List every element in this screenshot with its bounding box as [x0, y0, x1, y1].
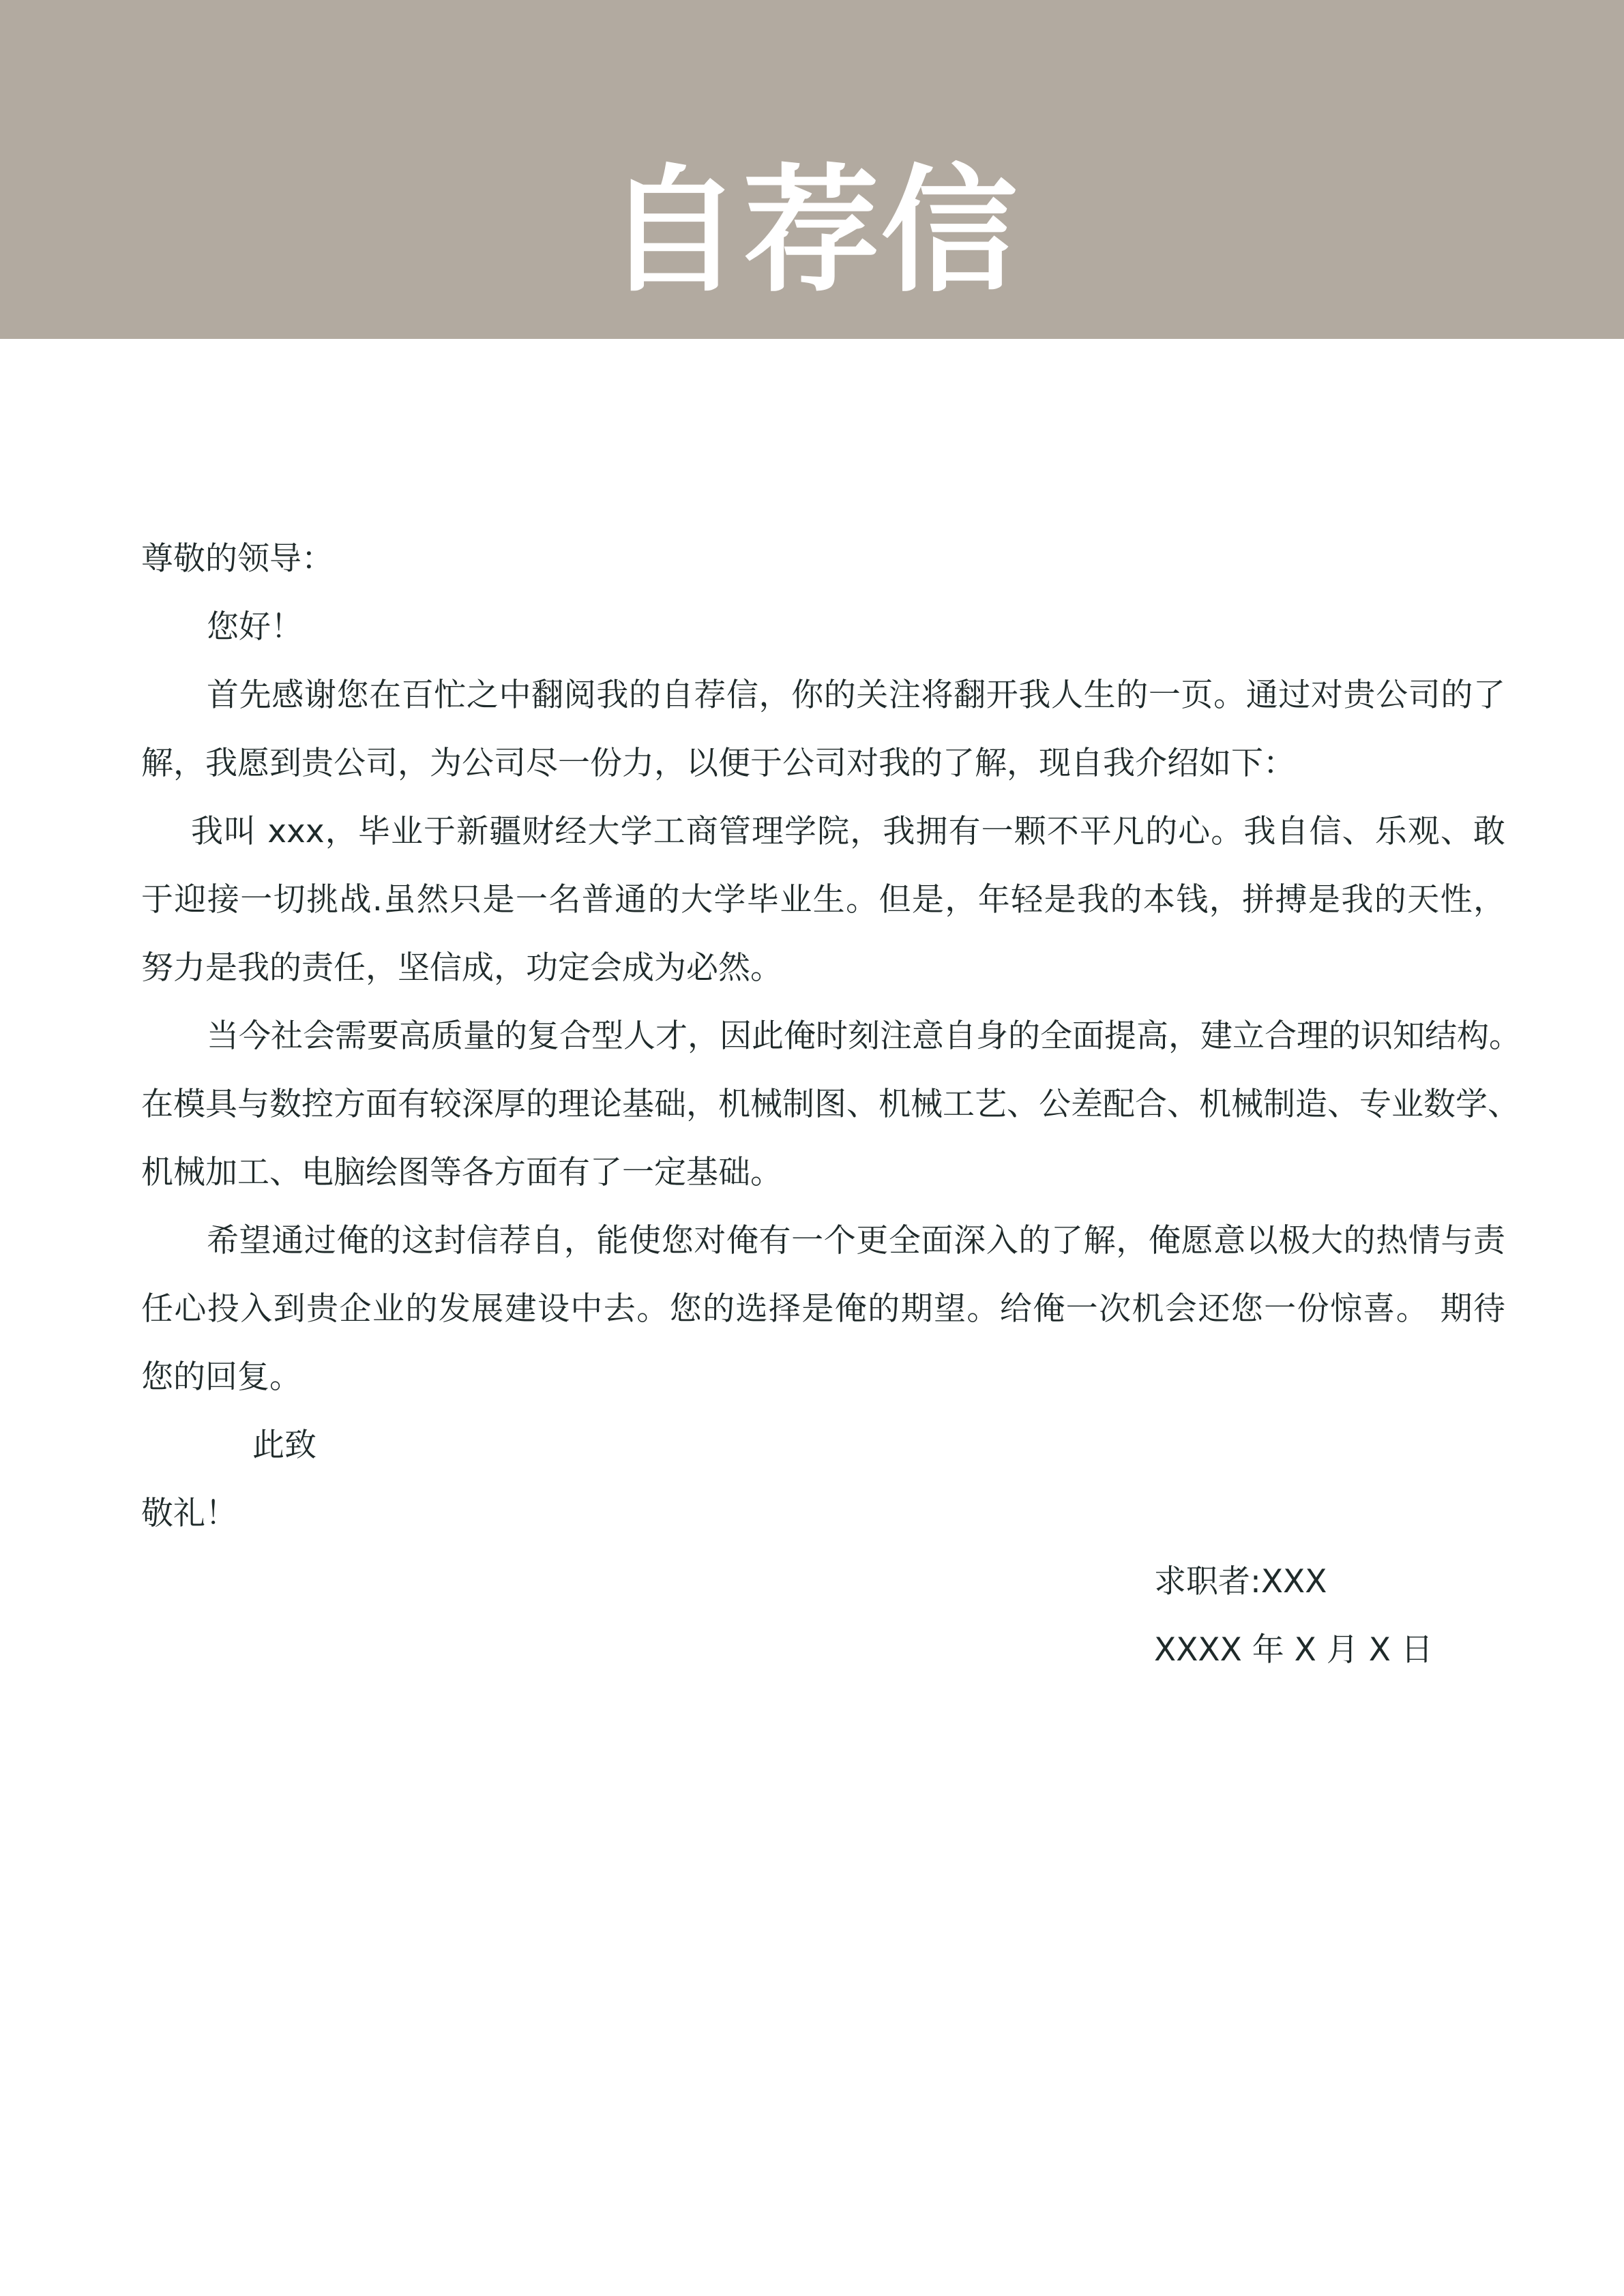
page-title: 自荐信 [605, 152, 1019, 311]
letter-body [141, 539, 1521, 1698]
paragraph-2-line-1: 我叫 xxx，毕业于新疆财经大学工商管理学院，我拥有一颗不平凡的心。我自信、乐观、敢 [191, 813, 1505, 850]
salutation: 尊敬的领导： [141, 540, 334, 578]
greeting: 您好！ [207, 608, 303, 646]
paragraph-2-line-2: 于迎接一切挑战.虽然只是一名普通的大学毕业生。但是，年轻是我的本钱，拼搏是我的天性， [141, 881, 1505, 919]
paragraph-3-line-3: 机械加工、电脑绘图等各方面有了一定基础。 [141, 1154, 782, 1191]
paragraph-4-line-1: 希望通过俺的这封信荐自，能使您对俺有一个更全面深入的了解，俺愿意以极大的热情与责 [207, 1222, 1505, 1259]
paragraph-3-line-2: 在模具与数控方面有较深厚的理论基础，机械制图、机械工艺、公差配合、机械制造、专业数学、 [141, 1086, 1520, 1123]
paragraph-3-line-1: 当今社会需要高质量的复合型人才，因此俺时刻注意自身的全面提高，建立合理的识知结构。 [207, 1017, 1521, 1055]
paragraph-1-line-1: 首先感谢您在百忙之中翻阅我的自荐信，你的关注将翻开我人生的一页。通过对贵公司的了 [207, 676, 1505, 714]
closing-cizhi: 此致 [252, 1427, 316, 1464]
closing-jingli: 敬礼！ [141, 1495, 237, 1532]
paragraph-4-line-3: 您的回复。 [141, 1358, 301, 1396]
paragraph-1-line-2: 解，我愿到贵公司，为公司尽一份力，以便于公司对我的了解，现自我介绍如下： [141, 745, 1295, 782]
date: XXXX 年 X 月 X 日 [1154, 1631, 1433, 1669]
paragraph-2-line-3: 努力是我的责任，坚信成，功定会成为必然。 [141, 949, 782, 987]
paragraph-4-line-2: 任心投入到贵企业的发展建设中去。您的选择是俺的期望。给俺一次机会还您一份惊喜。 期待 [141, 1290, 1505, 1328]
signature: 求职者:XXX [1154, 1563, 1327, 1600]
